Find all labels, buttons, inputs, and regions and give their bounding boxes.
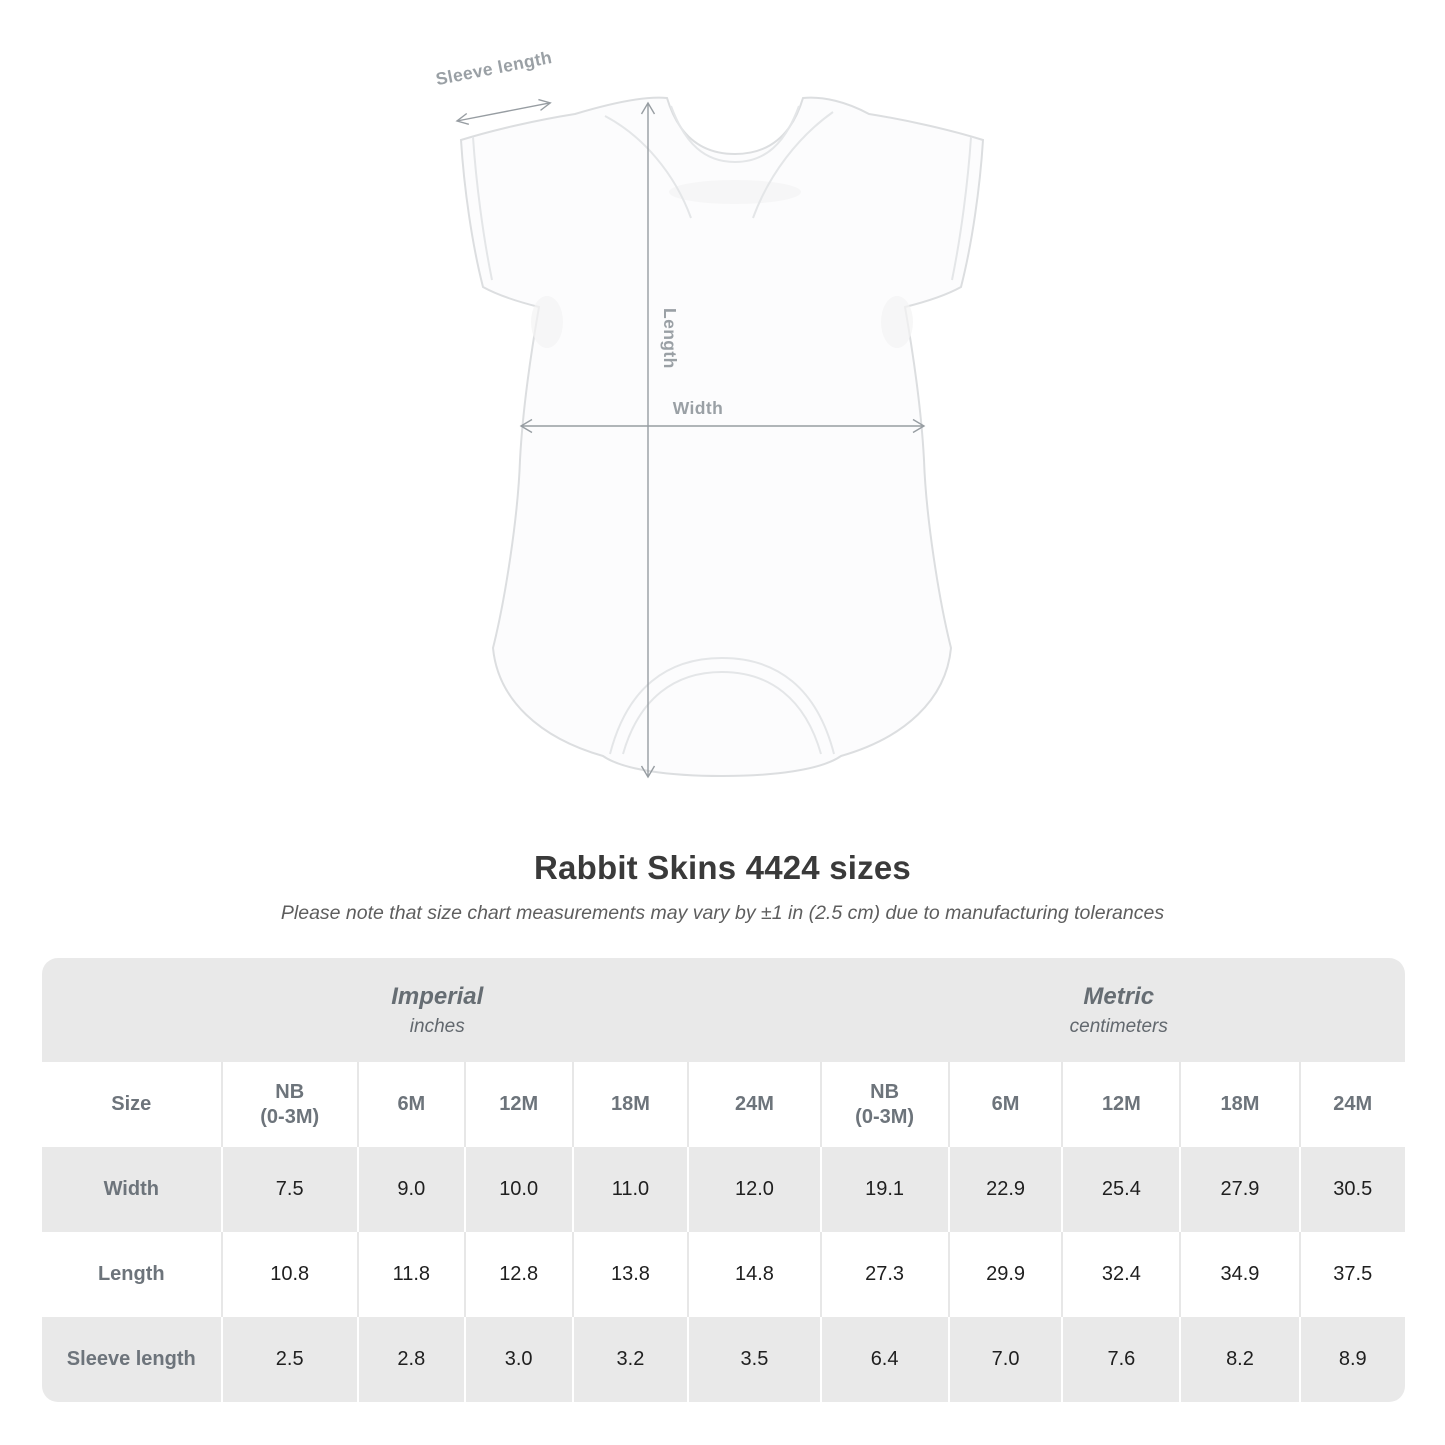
unit-group-metric xyxy=(833,958,1405,1062)
size-chart-table xyxy=(42,958,1405,1402)
table-cell: 11.0 xyxy=(572,1147,688,1232)
column-header-24m-metric: 24M xyxy=(1299,1062,1405,1147)
column-header-18m-imperial: 18M xyxy=(572,1062,688,1147)
column-header-nb-metric xyxy=(820,1062,948,1147)
column-header-6m-imperial: 6M xyxy=(357,1062,464,1147)
table-cell: 6.4 xyxy=(820,1317,948,1402)
table-cell: 37.5 xyxy=(1299,1232,1405,1317)
unit-header-band xyxy=(42,958,1405,1062)
length-label: Length xyxy=(660,308,680,369)
table-cell: 8.9 xyxy=(1299,1317,1405,1402)
table-cell: 3.5 xyxy=(687,1317,819,1402)
column-header-12m-imperial: 12M xyxy=(464,1062,572,1147)
table-cell: 12.8 xyxy=(464,1232,572,1317)
metric-label: Metric xyxy=(1083,982,1155,1010)
table-cell: 11.8 xyxy=(357,1232,464,1317)
table-cell: 10.0 xyxy=(464,1147,572,1232)
column-header-24m-imperial: 24M xyxy=(687,1062,819,1147)
imperial-label: Imperial xyxy=(391,982,484,1010)
table-cell: 22.9 xyxy=(948,1147,1062,1232)
column-header-nb-imperial xyxy=(221,1062,357,1147)
nb-line1: NB xyxy=(275,1080,305,1103)
product-diagram xyxy=(375,40,1075,810)
table-cell: 13.8 xyxy=(572,1232,688,1317)
table-cell: 12.0 xyxy=(687,1147,819,1232)
table-cell: 9.0 xyxy=(357,1147,464,1232)
table-cell: 7.6 xyxy=(1061,1317,1179,1402)
table-cell: 3.0 xyxy=(464,1317,572,1402)
column-header-12m-metric: 12M xyxy=(1061,1062,1179,1147)
table-cell: 2.5 xyxy=(221,1317,357,1402)
table-cell: 27.3 xyxy=(820,1232,948,1317)
sleeve-length-label: Sleeve length xyxy=(434,47,554,90)
width-label: Width xyxy=(672,398,724,418)
metric-unit-label: centimeters xyxy=(1069,1015,1168,1037)
table-cell: 10.8 xyxy=(221,1232,357,1317)
table-cell: 19.1 xyxy=(820,1147,948,1232)
table-cell: 25.4 xyxy=(1061,1147,1179,1232)
unit-group-imperial xyxy=(42,958,833,1062)
size-column-header: Size xyxy=(42,1062,221,1147)
size-table-grid xyxy=(42,1062,1405,1402)
table-cell: 29.9 xyxy=(948,1232,1062,1317)
table-cell: 34.9 xyxy=(1179,1232,1298,1317)
row-label-sleeve-length: Sleeve length xyxy=(42,1317,221,1402)
column-header-18m-metric: 18M xyxy=(1179,1062,1298,1147)
table-cell: 32.4 xyxy=(1061,1232,1179,1317)
table-cell: 2.8 xyxy=(357,1317,464,1402)
row-label-length: Length xyxy=(42,1232,221,1317)
table-cell: 14.8 xyxy=(687,1232,819,1317)
nb-line2: (0-3M) xyxy=(855,1105,915,1128)
table-cell: 3.2 xyxy=(572,1317,688,1402)
table-cell: 7.5 xyxy=(221,1147,357,1232)
table-cell: 27.9 xyxy=(1179,1147,1298,1232)
page-subtitle: Please note that size chart measurements may vary by ±1 in (2.5 cm) due to manufacturing tolerances xyxy=(280,902,1165,924)
page-title: Rabbit Skins 4424 sizes xyxy=(534,849,911,886)
table-cell: 8.2 xyxy=(1179,1317,1298,1402)
bodysuit-graphic xyxy=(461,98,983,776)
nb-line2: (0-3M) xyxy=(260,1105,320,1128)
column-header-6m-metric: 6M xyxy=(948,1062,1062,1147)
nb-line1: NB xyxy=(870,1080,900,1103)
row-label-width: Width xyxy=(42,1147,221,1232)
table-cell: 30.5 xyxy=(1299,1147,1405,1232)
imperial-unit-label: inches xyxy=(409,1015,465,1037)
table-cell: 7.0 xyxy=(948,1317,1062,1402)
